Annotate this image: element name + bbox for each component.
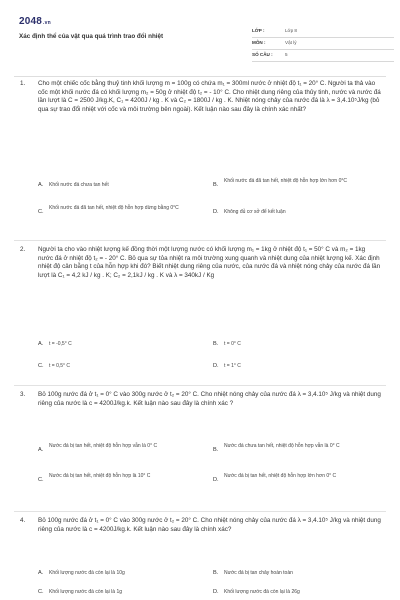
option-text: t = 0,5° C <box>49 363 71 369</box>
option-letter: D. <box>213 363 219 369</box>
option-text: Khối lượng nước đá còn lại là 26g <box>224 589 300 595</box>
meta-value-subject: Vật lý <box>285 40 297 46</box>
option-letter: B. <box>213 570 219 576</box>
option-text: Nước đá bị tan hết, nhiệt độ hỗn hợp lớn hơn 0° C <box>224 473 337 479</box>
question-divider <box>14 385 386 386</box>
logo-suffix: .vn <box>43 20 51 26</box>
option-letter: D. <box>213 589 219 595</box>
option-text: Nước đá bị tan hết, nhiệt độ hỗn hợp vẫn là 0° C <box>49 443 158 449</box>
option-letter: B. <box>213 447 219 453</box>
question-text: Bỏ 100g nước đá ở t₁ = 0° C vào 300g nước ở t₂ = 20° C. Cho nhiệt nóng chảy của nước đá λ = 3,4.10⁵ J/kg và nhiệt dung riêng của nước là c = 4200J/kg.k. Kết luận nào sau đây là chính xác? <box>38 517 381 533</box>
option-letter: C. <box>38 363 44 369</box>
option-letter: A. <box>38 182 44 188</box>
option-letter: A. <box>38 341 44 347</box>
meta-row-count <box>252 50 394 62</box>
meta-key-count: SỐ CÂU : <box>252 52 273 58</box>
question-3 <box>14 391 386 506</box>
meta-value-count: 5 <box>285 52 288 58</box>
option-letter: D. <box>213 209 219 215</box>
option-text: Nước đá chưa tan hết, nhiệt độ hỗn hợp vẫn là 0° C <box>224 443 340 449</box>
meta-key-subject: MÔN : <box>252 40 266 46</box>
header-divider <box>14 76 386 77</box>
option-text: Khối lượng nước đá còn lại là 10g <box>49 570 125 576</box>
option-letter: C. <box>38 589 44 595</box>
site-logo[interactable] <box>19 15 51 29</box>
option-text: Khối lượng nước đá còn lại là 1g <box>49 589 123 595</box>
option-letter: D. <box>213 477 219 483</box>
meta-row-subject <box>252 38 394 50</box>
question-text: Người ta cho vào nhiệt lượng kế đồng thời một lượng nước có khối lượng m₁ = 1kg ở nhiệt độ t₁ = 50° C và m₂ = 1kg nước đá ở nhiệt độ t₂ = - 20° C. Bỏ qua sự tỏa nhiệt ra môi trường xung quanh và nhiệt dung của nhiệt lượng kế. Xác định nhiệt độ cân bằng t của hỗn hợp khi đó? Biết nhiệt dung riêng của nước, của nước đá và nhiệt nóng chảy của nước đá lần lượt là C₁ = 4,2 kJ / kg . K; C₂ = 2,1kJ / kg . K và λ = 340kJ / Kg <box>38 246 381 280</box>
option-text: Không đủ cơ sở để kết luận <box>224 209 286 215</box>
option-letter: B. <box>213 182 219 188</box>
worksheet-header <box>14 12 394 62</box>
option-letter: C. <box>38 209 44 215</box>
option-text: t = -0,5° C <box>49 341 72 347</box>
question-number: 4. <box>20 517 26 524</box>
option-letter: C. <box>38 477 44 483</box>
option-text: Khối nước đá đã tan hết, nhiệt độ hỗn hợp dừng bằng 0°C <box>49 205 179 211</box>
option-letter: A. <box>38 447 44 453</box>
worksheet-title: Xác định thể của vật qua quá trình trao đổi nhiệt <box>19 33 164 40</box>
option-text: t = 0° C <box>224 341 241 347</box>
question-text: Cho một chiếc cốc bằng thuỷ tinh khối lượng m = 100g có chứa m₁ = 300ml nước ở nhiệt độ t₁ = 20° C. Người ta thả vào cốc một khối nước đá có khối lượng m₂ = 50g ở nhiệt độ t₂ = - 10° C. Cho nhiệt dung riêng của thủy tinh, nước và nước đá lần lượt là C = 2500 J/kg.K, C₁ = 4200J / kg . K và C₂ = 1800J / kg . K. Nhiệt nóng chảy của nước đá là λ = 3,4.10⁵J/kg (bỏ qua sự trao đổi nhiệt với cốc và môi trường bên ngoài). Kết luận nào sau đây là chính xác nhất? <box>38 80 381 114</box>
option-text: Khối nước đá chưa tan hết <box>49 182 109 188</box>
question-divider <box>14 240 386 241</box>
question-2 <box>14 246 386 381</box>
option-text: Khối nước đá đã tan hết, nhiệt độ hỗn hợp lớn hơn 0°C <box>224 178 347 184</box>
meta-row-class <box>252 26 394 38</box>
worksheet-meta <box>252 26 394 62</box>
meta-value-class: Lớp 8 <box>285 28 297 34</box>
option-text: Nước đá bị tan hết, nhiệt độ hỗn hợp là 10° C <box>49 473 151 479</box>
question-number: 2. <box>20 246 26 253</box>
question-divider <box>14 511 386 512</box>
question-4 <box>14 517 386 600</box>
logo-text: 2048 <box>19 16 43 27</box>
option-letter: B. <box>213 341 219 347</box>
question-number: 1. <box>20 80 26 87</box>
option-text: t = 1° C <box>224 363 241 369</box>
option-text: Nước đá bị tan chảy hoàn toàn <box>224 570 293 576</box>
question-text: Bỏ 100g nước đá ở t₁ = 0° C vào 300g nước ở t₂ = 20° C. Cho nhiệt nóng chảy của nước đá λ = 3,4.10⁵ J/kg và nhiệt dung riêng của nước là c = 4200J/kg.k. Kết luận nào sau đây là chính xác ? <box>38 391 381 407</box>
option-letter: A. <box>38 570 44 576</box>
question-1 <box>14 80 386 235</box>
question-number: 3. <box>20 391 26 398</box>
meta-key-class: LỚP : <box>252 28 265 34</box>
